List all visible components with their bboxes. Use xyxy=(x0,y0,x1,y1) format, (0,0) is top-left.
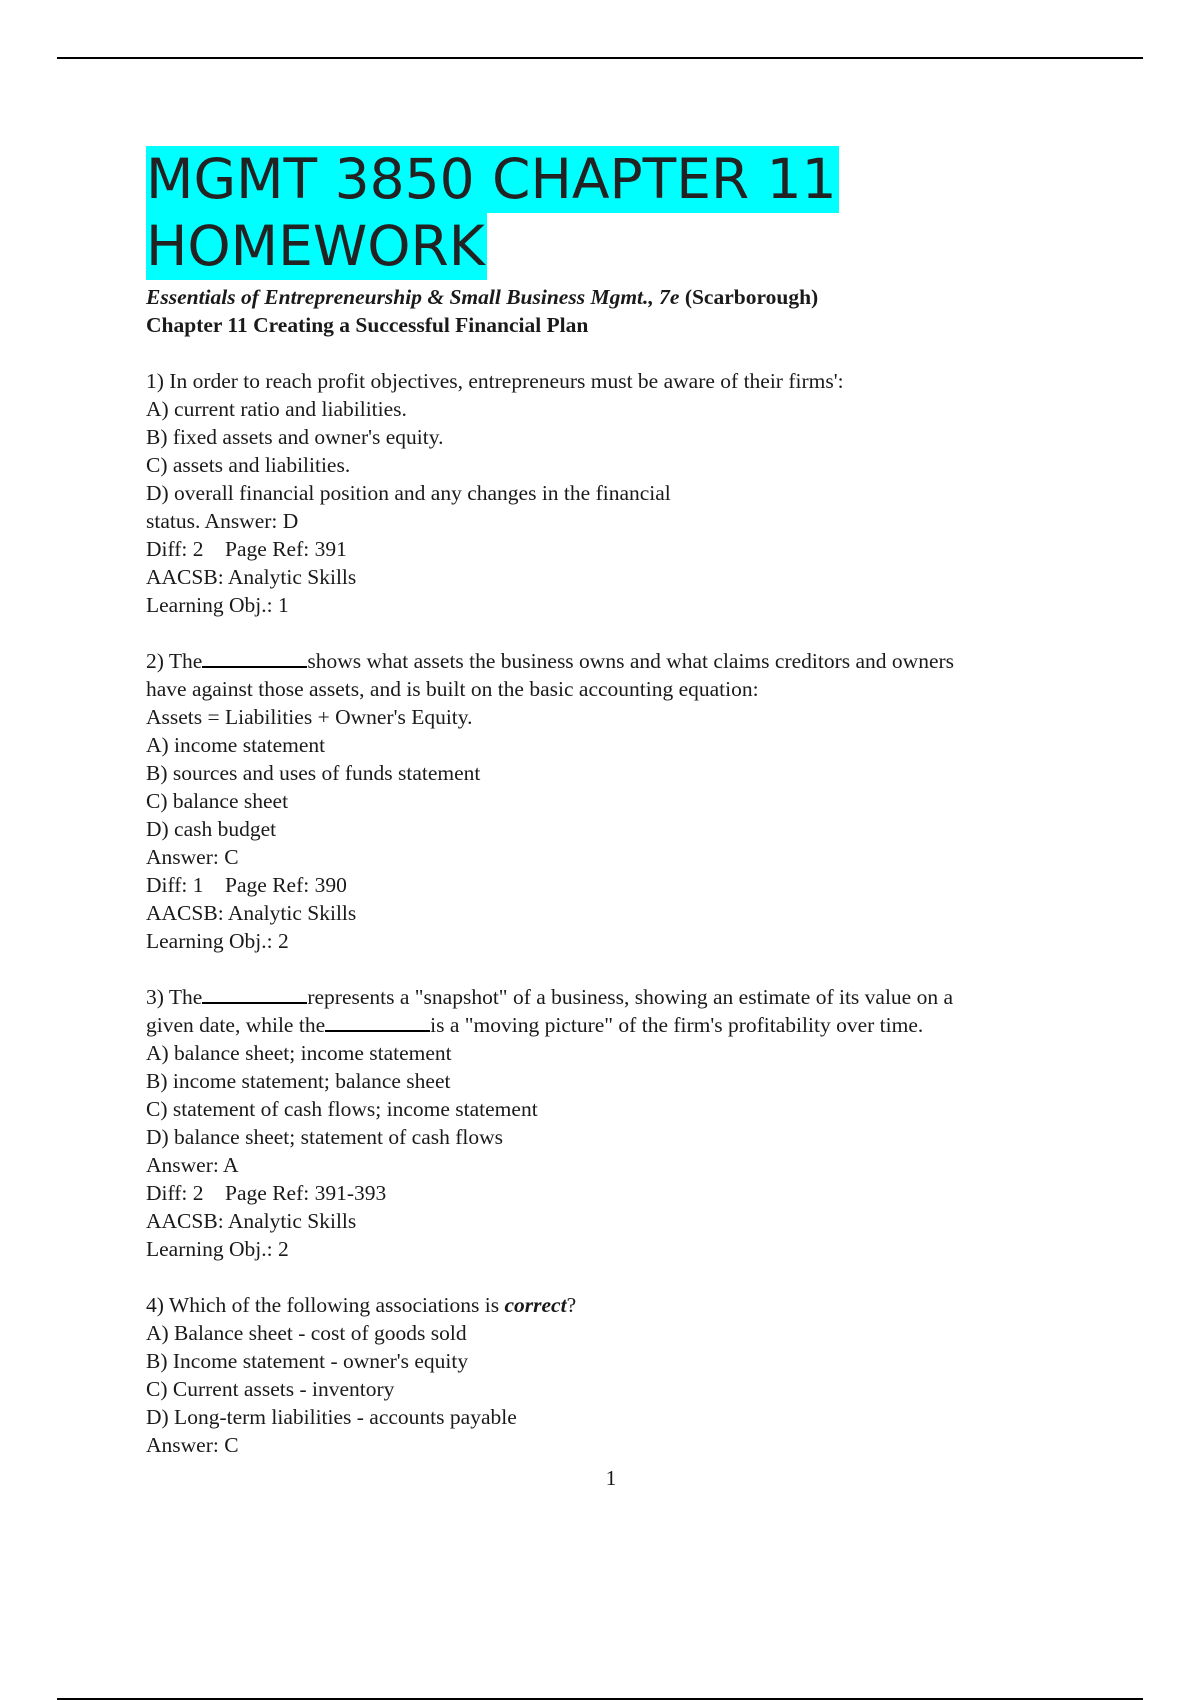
answer: Answer: A xyxy=(146,1153,239,1177)
chapter-heading: Chapter 11 Creating a Successful Financial Plan xyxy=(146,313,589,337)
option-c: C) statement of cash flows; income statement xyxy=(146,1097,538,1121)
question-stem: 1) In order to reach profit objectives, entrepreneurs must be aware of their firms': xyxy=(146,369,844,393)
aacsb: AACSB: Analytic Skills xyxy=(146,565,357,589)
question-stem-line-2: have against those assets, and is built on the basic accounting equation: xyxy=(146,677,759,701)
option-a: A) current ratio and liabilities. xyxy=(146,397,407,421)
learning-objective: Learning Obj.: 2 xyxy=(146,929,289,953)
stem-end: represents a "snapshot" of a business, showing an estimate of its value on a xyxy=(307,985,954,1009)
emphasis-word: correct xyxy=(504,1293,567,1317)
option-b: B) fixed assets and owner's equity. xyxy=(146,425,444,449)
book-title: Essentials of Entrepreneurship & Small Business Mgmt., 7e xyxy=(146,285,680,309)
answer-blank xyxy=(325,1012,430,1032)
aacsb: AACSB: Analytic Skills xyxy=(146,901,357,925)
document-title xyxy=(146,146,1106,280)
question-2 xyxy=(146,647,1106,955)
stem-end: shows what assets the business owns and what claims creditors and owners xyxy=(307,649,955,673)
difficulty-page-ref: Diff: 1 Page Ref: 390 xyxy=(146,873,347,897)
question-stem-line-2 xyxy=(146,1011,1106,1039)
stem-start: given date, while the xyxy=(146,1013,326,1037)
learning-objective: Learning Obj.: 1 xyxy=(146,593,289,617)
answer-blank xyxy=(202,648,307,668)
title-line-2: HOMEWORK xyxy=(146,214,485,278)
answer: Answer: C xyxy=(146,845,239,869)
question-stem xyxy=(146,1291,1106,1319)
learning-objective: Learning Obj.: 2 xyxy=(146,1237,289,1261)
option-a: A) income statement xyxy=(146,733,326,757)
option-a: A) Balance sheet - cost of goods sold xyxy=(146,1321,467,1345)
page-number: 1 xyxy=(605,1466,617,1490)
option-c: C) Current assets - inventory xyxy=(146,1377,395,1401)
stem-start: 4) Which of the following associations is xyxy=(146,1293,505,1317)
aacsb: AACSB: Analytic Skills xyxy=(146,1209,357,1233)
option-d-continued: status. Answer: D xyxy=(146,509,299,533)
title-line-1: MGMT 3850 CHAPTER 11 xyxy=(146,147,837,211)
answer: Answer: C xyxy=(146,1433,239,1457)
option-d: D) balance sheet; statement of cash flows xyxy=(146,1125,504,1149)
option-c: C) balance sheet xyxy=(146,789,289,813)
difficulty-page-ref: Diff: 2 Page Ref: 391 xyxy=(146,537,347,561)
option-d: D) Long-term liabilities - accounts payable xyxy=(146,1405,517,1429)
question-stem xyxy=(146,647,1106,675)
option-a: A) balance sheet; income statement xyxy=(146,1041,452,1065)
answer-blank xyxy=(202,984,307,1004)
question-1 xyxy=(146,367,1106,619)
option-b: B) income statement; balance sheet xyxy=(146,1069,451,1093)
stem-end: ? xyxy=(566,1293,577,1317)
difficulty-page-ref: Diff: 2 Page Ref: 391-393 xyxy=(146,1181,387,1205)
stem-start: 2) The xyxy=(146,649,203,673)
question-stem xyxy=(146,983,1106,1011)
question-4 xyxy=(146,1291,1106,1459)
document-body xyxy=(146,146,1106,1459)
book-author: (Scarborough) xyxy=(679,285,819,309)
option-d: D) overall financial position and any changes in the financial xyxy=(146,481,671,505)
question-stem-line-3: Assets = Liabilities + Owner's Equity. xyxy=(146,705,473,729)
option-b: B) sources and uses of funds statement xyxy=(146,761,481,785)
book-citation xyxy=(146,283,1106,311)
top-rule xyxy=(57,57,1143,59)
option-d: D) cash budget xyxy=(146,817,277,841)
option-c: C) assets and liabilities. xyxy=(146,453,351,477)
stem-start: 3) The xyxy=(146,985,203,1009)
question-3 xyxy=(146,983,1106,1263)
option-b: B) Income statement - owner's equity xyxy=(146,1349,469,1373)
stem-end: is a "moving picture" of the firm's profitability over time. xyxy=(430,1013,924,1037)
